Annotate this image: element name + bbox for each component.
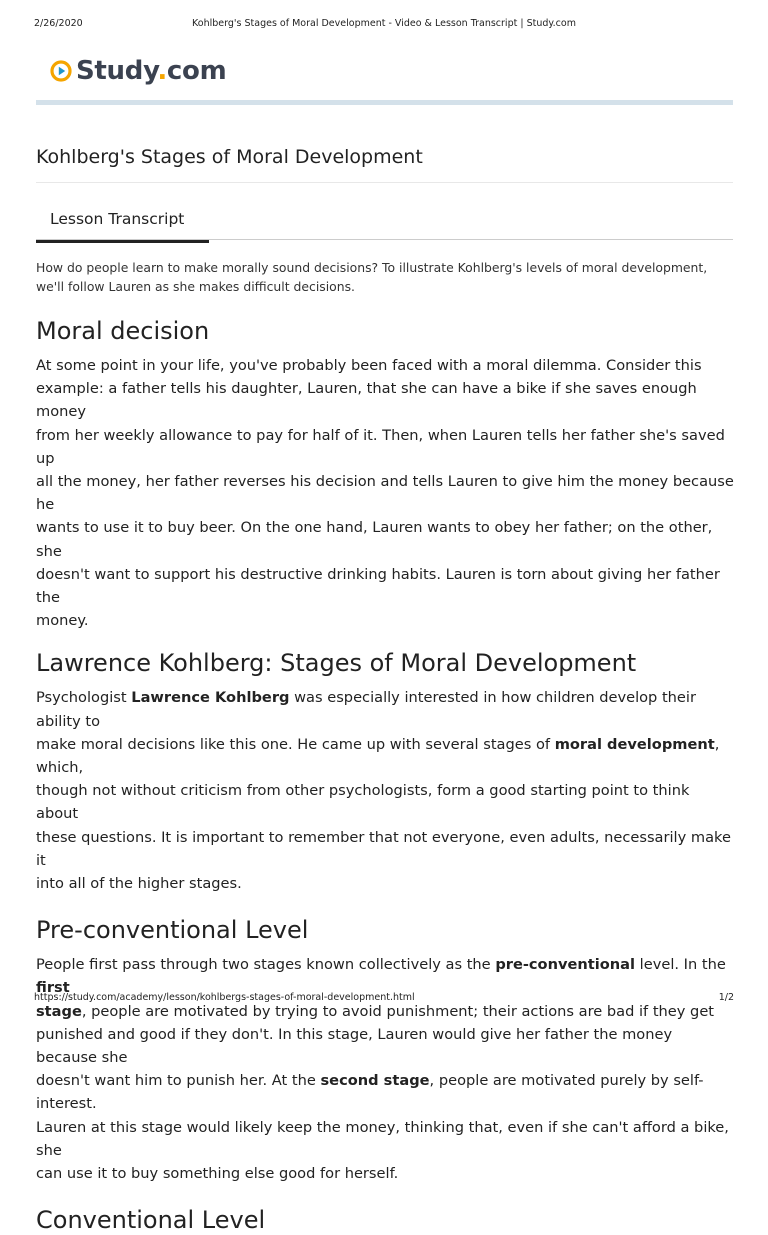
print-document-title: Kohlberg's Stages of Moral Development - Video & Lesson Transcript | Study.com <box>192 18 576 29</box>
print-footer <box>34 992 734 1006</box>
text-run: , which, <box>36 735 720 777</box>
text-run: level. In the <box>635 956 726 974</box>
text-line: into all of the higher stages. <box>36 875 242 893</box>
tab-divider <box>36 239 733 240</box>
bold-term: second stage <box>320 1072 430 1090</box>
text-line: all the money, her father reverses his decision and tells Lauren to give him the money because he <box>36 473 734 514</box>
header-divider <box>36 100 733 105</box>
text-line: money. <box>36 612 89 630</box>
text-line: from her weekly allowance to pay for half of it. Then, when Lauren tells her father she's saved up <box>36 426 725 467</box>
logo-dot: . <box>157 56 167 86</box>
text-line: wants to use it to buy beer. On the one hand, Lauren wants to obey her father; on the other, she <box>36 519 713 560</box>
transcript-content <box>36 258 736 1235</box>
section-heading-conventional: Conventional Level <box>36 1206 266 1235</box>
text-line: can use it to buy something else good for herself. <box>36 1165 399 1183</box>
text-run: , people are motivated by trying to avoid punishment; their actions are bad if they get <box>81 1002 715 1020</box>
paragraph-moral-decision <box>36 354 736 632</box>
tab-label: Lesson Transcript <box>50 210 185 228</box>
text-line: Lauren at this stage would likely keep the money, thinking that, even if she can't afford a bike, she <box>36 1118 729 1159</box>
text-line: doesn't want to support his destructive drinking habits. Lauren is torn about giving her father the <box>36 565 720 607</box>
text-run: doesn't want him to punish her. At the <box>36 1072 321 1090</box>
text-run: People first pass through two stages known collectively as the <box>36 956 496 974</box>
text-line: though not without criticism from other psychologists, form a good starting point to think about <box>36 782 690 823</box>
print-date: 2/26/2020 <box>34 18 83 29</box>
paragraph-pre-conventional <box>36 953 736 1185</box>
text-line: these questions. It is important to remember that not everyone, even adults, necessarily make it <box>36 828 731 869</box>
text-line: At some point in your life, you've probably been faced with a moral dilemma. Consider this <box>36 357 702 374</box>
bold-term: pre-conventional <box>495 956 636 974</box>
bold-term: moral development <box>554 735 715 753</box>
text-line: example: a father tells his daughter, Lauren, that she can have a bike if she saves enough money <box>36 380 697 421</box>
logo-suffix: com <box>166 56 227 86</box>
title-divider <box>36 182 733 183</box>
bold-term: stage <box>36 1002 82 1020</box>
logo-name: Study <box>76 56 158 86</box>
text-run: Psychologist <box>36 689 132 707</box>
page-count: 1/2 <box>718 992 734 1003</box>
bold-term: Lawrence Kohlberg <box>131 689 290 707</box>
logo-wordmark <box>76 56 226 86</box>
text-run: make moral decisions like this one. He came up with several stages of <box>36 735 555 753</box>
section-heading-moral-decision: Moral decision <box>36 317 210 345</box>
page-title: Kohlberg's Stages of Moral Development <box>36 146 423 168</box>
play-icon <box>50 60 72 82</box>
text-line: punished and good if they don't. In this stage, Lauren would give her father the money because she <box>36 1025 673 1067</box>
text-run: , people are motivated purely by self-interest. <box>36 1072 704 1113</box>
section-heading-kohlberg: Lawrence Kohlberg: Stages of Moral Development <box>36 649 637 678</box>
paragraph-kohlberg <box>36 686 736 895</box>
study-logo[interactable] <box>50 55 226 87</box>
print-url: https://study.com/academy/lesson/kohlbergs-stages-of-moral-development.html <box>34 992 415 1003</box>
section-heading-pre-conventional: Pre-conventional Level <box>36 916 309 945</box>
text-run: was especially interested in how children develop their ability to <box>36 689 696 730</box>
print-header <box>34 18 734 32</box>
bold-term: first <box>36 979 70 997</box>
intro-text: How do people learn to make morally sound decisions? To illustrate Kohlberg's levels of moral development, we'll follow Lauren as she makes difficult decisions. <box>36 260 708 294</box>
